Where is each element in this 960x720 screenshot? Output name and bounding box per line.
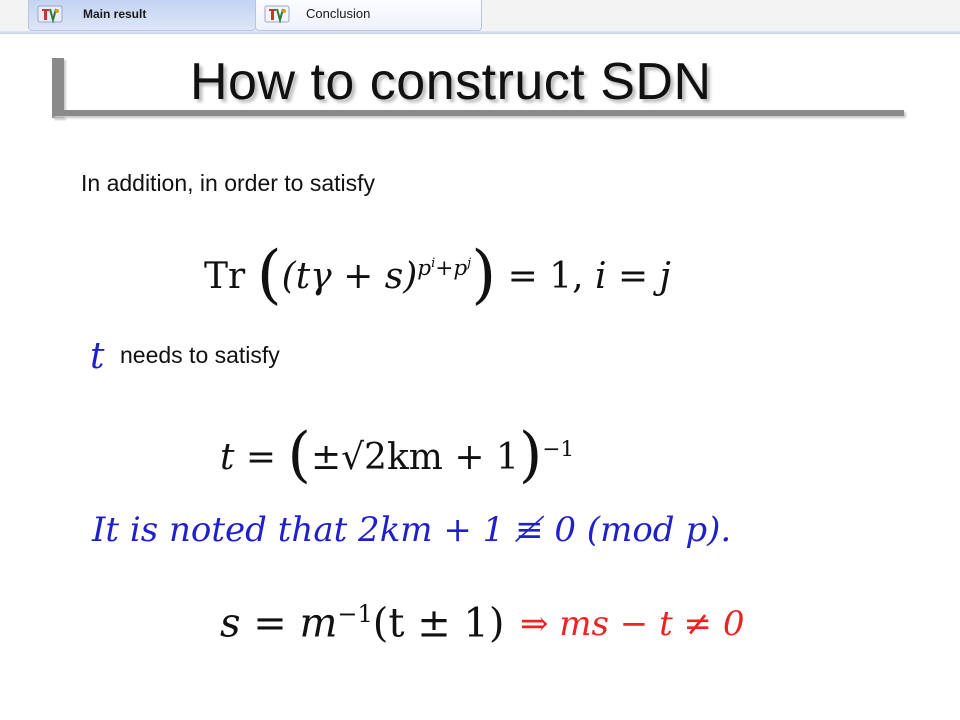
needs-text: needs to satisfy (120, 342, 280, 368)
t-exponent: −1 (542, 437, 575, 462)
tab-bar (0, 0, 960, 32)
trace-rhs: = 1, (507, 256, 584, 297)
var-t (90, 336, 104, 377)
implication (520, 604, 745, 644)
right-paren: ) (518, 420, 543, 490)
exp-p: p (417, 256, 432, 281)
university-logo-icon (37, 4, 63, 24)
s-rest: (t ± 1) (372, 600, 505, 647)
var-t-label: t (90, 336, 105, 377)
exp-i: i (431, 255, 436, 271)
note-text (92, 510, 731, 550)
note-label: It is noted that 2km + 1 ≢ 0 (mod p). (92, 510, 732, 550)
left-paren: ( (256, 238, 282, 312)
tab-conclusion[interactable] (255, 0, 482, 31)
s-equation (220, 600, 504, 646)
s-lhs: s = m (220, 600, 338, 647)
title-accent-bar (52, 58, 64, 118)
tab-label: Main result (83, 7, 147, 21)
trace-inner: (tγ + s) (281, 256, 418, 297)
right-paren: ) (471, 238, 497, 312)
exp-j: j (467, 255, 472, 271)
trace-condition: i = j (595, 256, 671, 297)
intro-text: In addition, in order to satisfy (81, 170, 376, 196)
s-exponent: −1 (337, 600, 373, 628)
trace-operator: Tr (204, 256, 246, 297)
tab-divider (0, 31, 960, 34)
t-equation (220, 420, 574, 490)
tab-main-result[interactable] (28, 0, 256, 31)
slide-title: How to construct SDN (190, 53, 712, 111)
t-body: ±√2km + 1 (310, 437, 519, 478)
left-paren: ( (287, 420, 311, 490)
implication-label: ⇒ ms − t ≠ 0 (520, 604, 745, 644)
t-lhs: t = (220, 437, 277, 478)
exp-plus: +p (435, 256, 468, 281)
university-logo-icon (264, 4, 290, 24)
trace-equation (204, 238, 671, 312)
tab-label: Conclusion (306, 6, 371, 21)
